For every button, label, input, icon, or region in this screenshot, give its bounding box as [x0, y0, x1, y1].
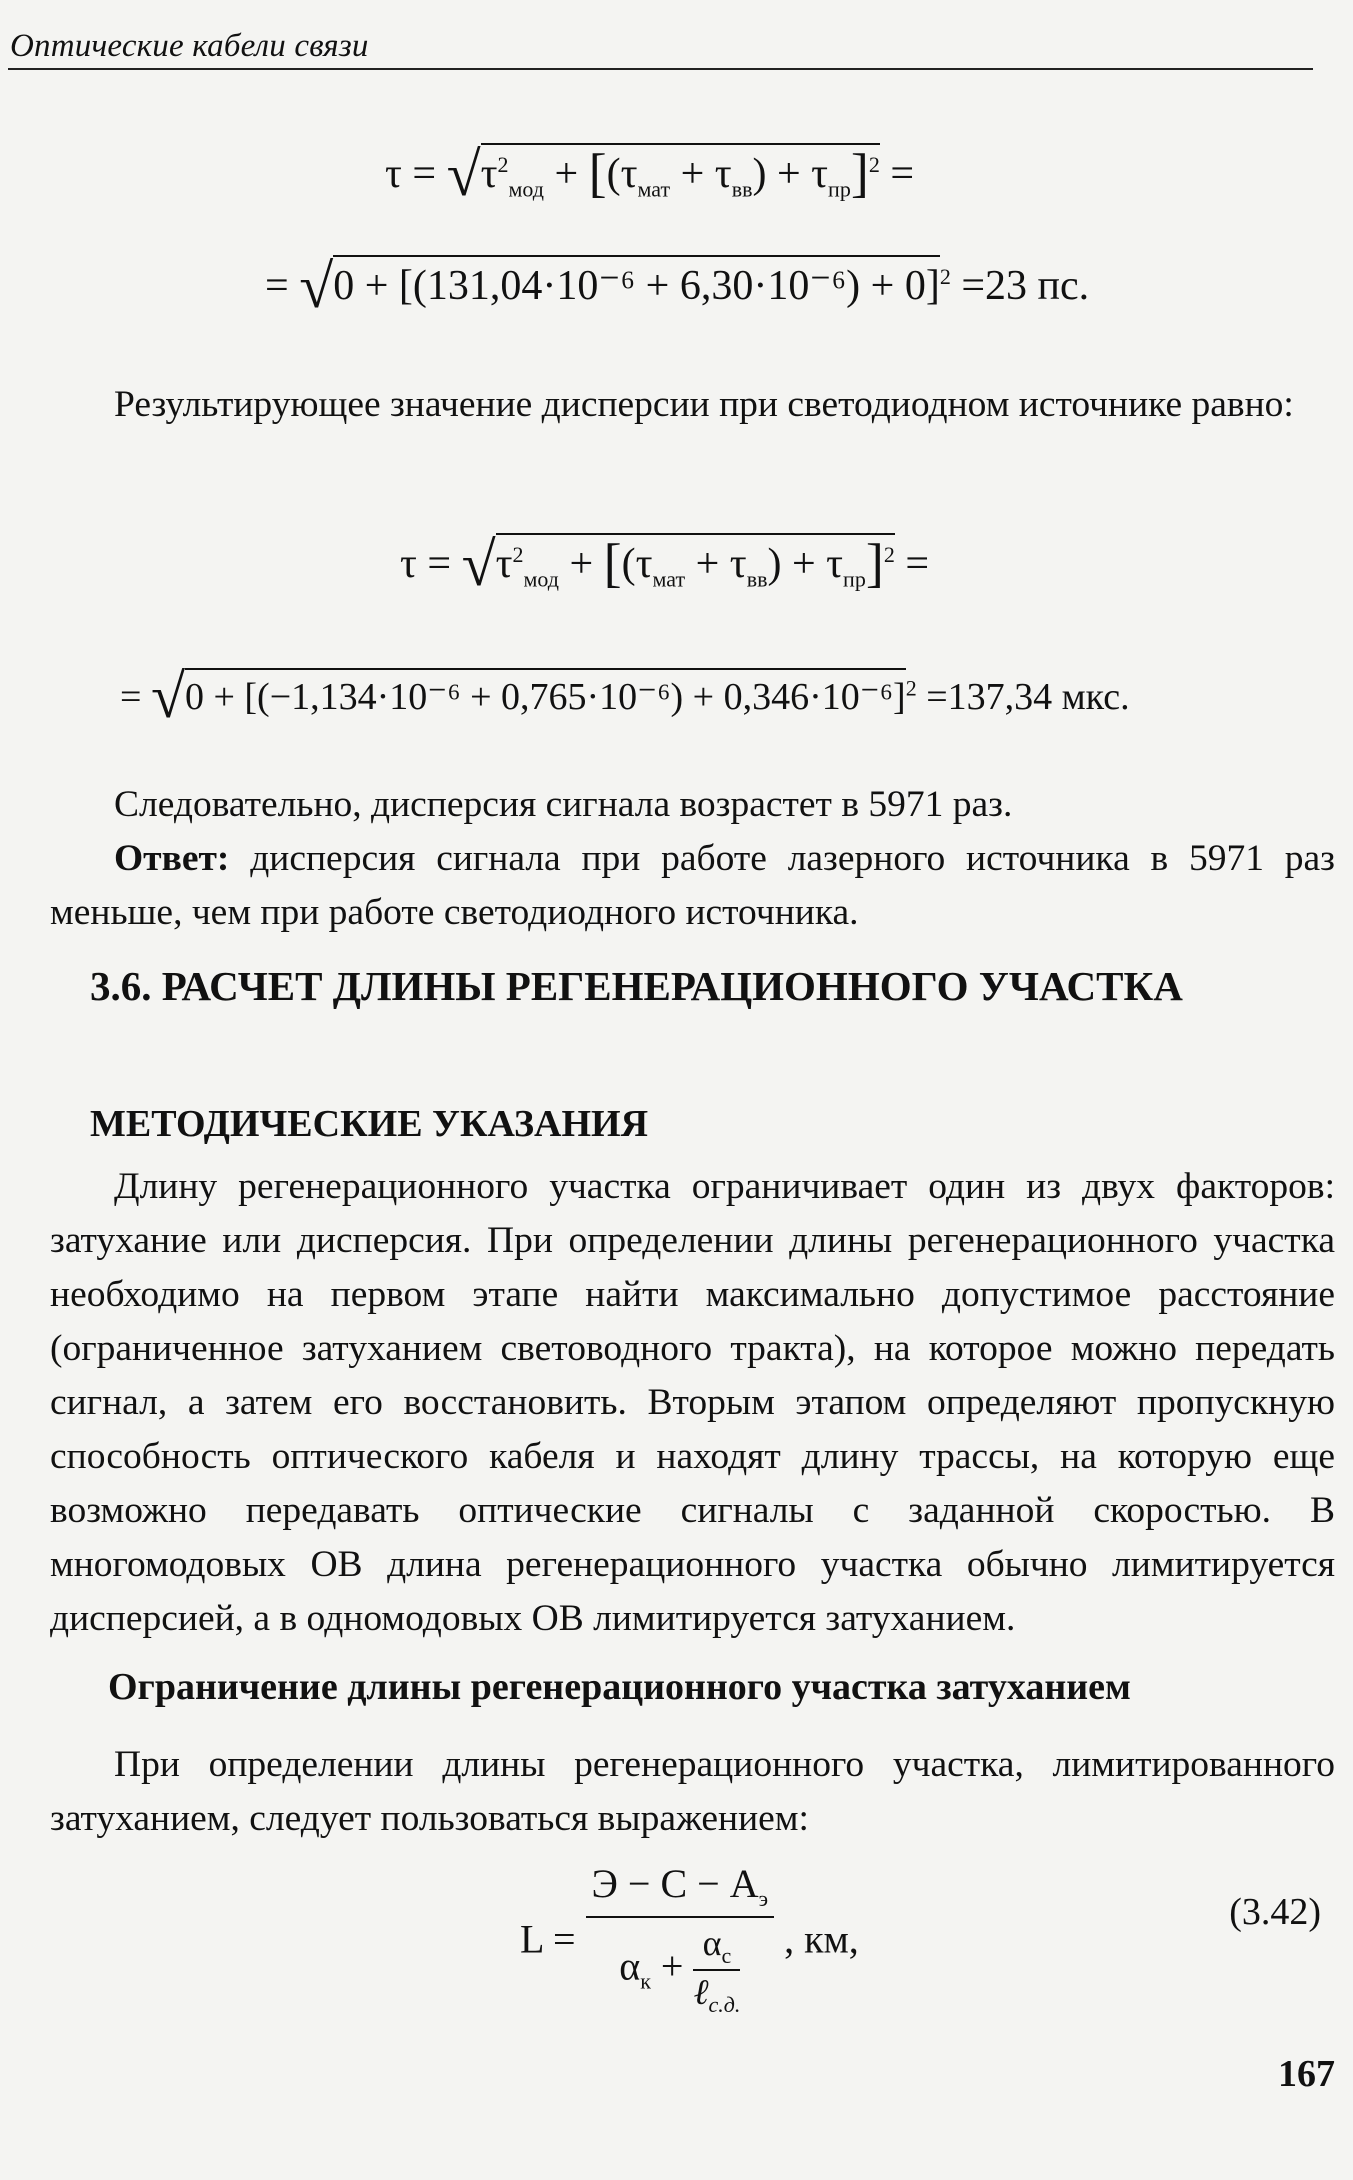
radical-sign: √: [150, 663, 185, 731]
radical-sign: √: [446, 141, 481, 209]
formula-result: =137,34 мкс.: [926, 676, 1130, 718]
formula-3-42: [520, 1860, 859, 2018]
answer-label: Ответ:: [114, 838, 230, 879]
formula-rhs: =: [890, 151, 914, 197]
fraction-numerator: $Э - С - А_э$: [586, 1860, 775, 1918]
paragraph-answer: [50, 832, 1335, 940]
formula-lhs: L =: [520, 1916, 576, 1962]
fraction-denominator: $\alpha_к$ + $\alpha_с$ ℓ$_{с.д.}$: [619, 1923, 741, 2018]
header-rule: [8, 68, 1313, 70]
radicand: 0 + [(131,04·10⁻⁶ + 6,30·10⁻⁶) + 0]: [333, 255, 940, 309]
formula-2-line-2: = $√0 + [(-1,134\cdot 10^{-6} + 0,765\cdot 10^{-6}) + 0,346\cdot 10^{-6}]^2 =137,34$ мкс.: [120, 663, 1130, 731]
formula-unit: , км,: [784, 1916, 859, 1962]
radicand: 0 + [(−1,134·10⁻⁶ + 0,765·10⁻⁶) + 0,346·10⁻⁶]: [185, 668, 906, 718]
formula-rhs: =: [905, 541, 929, 587]
section-heading: 3.6. РАСЧЕТ ДЛИНЫ РЕГЕНЕРАЦИОННОГО УЧАСТКА: [90, 963, 1183, 1009]
paragraph-method: Длину регенерационного участка ограничивает один из двух факторов: затухание или дисперсия. При определении длины регенерационного участка необходимо на первом этапе найти максимально допустимое расстояние (ограниченное затуханием световодного тракта), на которое можно передать сигнал, а затем его восстановить. Вторым этапом определяют пропускную способность оптического кабеля и находят длину трассы, на которую еще возможно передавать оптические сигналы с заданной скоростью. В многомодовых ОВ длина регенерационного участка обычно лимитируется дисперсией, а в одномодовых ОВ лимитируется затуханием.: [50, 1166, 1335, 1639]
formula-1-line-1: [385, 140, 914, 211]
main-fraction: [586, 1860, 775, 2018]
paragraph-result-intro: Результирующее значение дисперсии при светодиодном источнике равно:: [114, 384, 1294, 425]
radicand: $\tau^2_{мод} + [(\tau_{мат} + \tau_{вв}) + \tau_{пр}]^2$: [495, 533, 895, 593]
formula-result: =23 пс.: [961, 263, 1090, 309]
page-number: 167: [1278, 2053, 1335, 2095]
equation-number: (3.42): [1229, 1891, 1321, 1933]
radical-sign: √: [299, 253, 334, 321]
formula-2-line-1: [400, 530, 929, 601]
paragraph-expression-intro: При определении длины регенерационного участка, лимитированного затуханием, следует пользоваться выражением:: [50, 1744, 1335, 1839]
subsubheading-attenuation: Ограничение длины регенерационного участка затуханием: [108, 1666, 1131, 1708]
subheading-guidelines: МЕТОДИЧЕСКИЕ УКАЗАНИЯ: [90, 1103, 649, 1145]
nested-fraction: $\alpha_с$ ℓ$_{с.д.}$: [693, 1923, 741, 2018]
formula-lhs: =: [265, 263, 289, 309]
formula-lhs: =: [120, 676, 142, 718]
formula-lhs: τ =: [385, 151, 437, 197]
formula-lhs: τ =: [400, 541, 452, 587]
paragraph-conclusion: Следовательно, дисперсия сигнала возрастет в 5971 раз.: [114, 784, 1013, 825]
formula-1-line-2: = $√0 + [(131,04\cdot 10^{-6} + 6,30\cdot 10^{-6}) + 0]^2 =23$ пс.: [265, 253, 1090, 321]
radical-sign: √: [461, 531, 496, 599]
radicand: $\tau^2_{мод} + [(\tau_{мат} + \tau_{вв}) + \tau_{пр}]^2$: [480, 143, 880, 203]
running-header: Оптические кабели связи: [10, 28, 369, 64]
answer-body: дисперсия сигнала при работе лазерного источника в 5971 раз меньше, чем при работе светодиодного источника.: [50, 838, 1335, 933]
